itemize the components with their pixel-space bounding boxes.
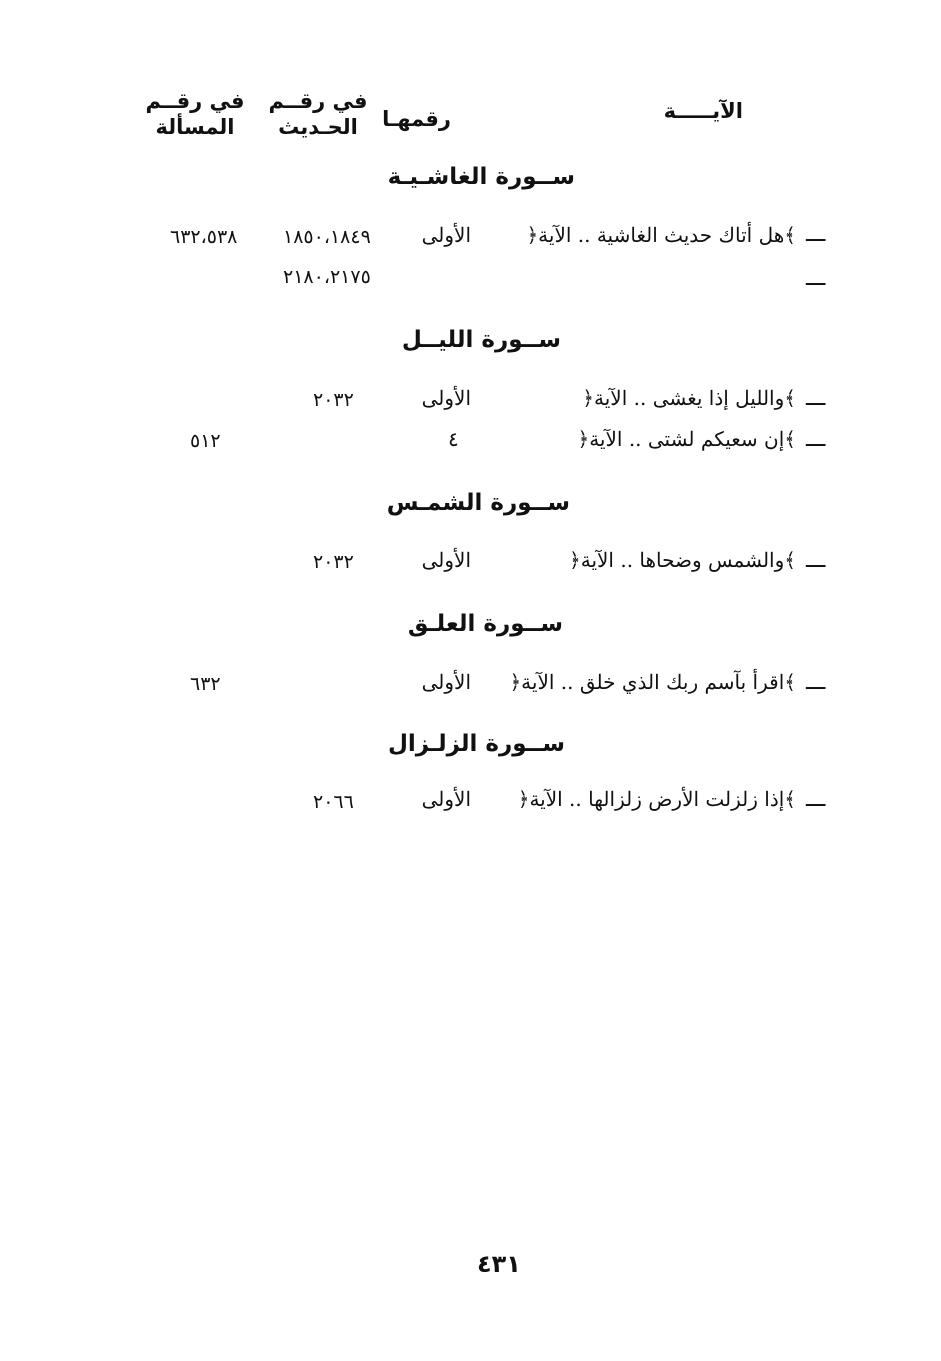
- ayah-text: ﴿إذا زلزلت الأرض زلزالها .. الآية﴾: [517, 787, 796, 811]
- surah-title: ســورة الزلـزال: [387, 731, 565, 757]
- hadith-number: ٢٠٦٦: [313, 791, 354, 813]
- ayah-number: ٤: [448, 427, 459, 451]
- ayah-text: ﴿هل أتاك حديث الغاشية .. الآية﴾: [526, 223, 796, 247]
- header-in-hadith: [268, 88, 368, 140]
- header-in-masala-line2: المسألة: [155, 115, 235, 139]
- entry-dash: ـــ: [806, 670, 826, 695]
- ayah-number: الأولى: [421, 548, 471, 572]
- surah-title: ســورة العلـق: [407, 611, 563, 637]
- entry-dash: ـــ: [806, 548, 826, 573]
- header-in-masala: [145, 88, 245, 140]
- entry-dash: ـــ: [806, 787, 826, 812]
- header-in-masala-line1: في رقــم: [145, 89, 245, 113]
- ayah-text: ﴿اقرأ بآسم ربك الذي خلق .. الآية﴾: [509, 670, 796, 694]
- hadith-number: ١٨٥٠،١٨٤٩: [283, 226, 371, 248]
- ayah-text: ﴿والشمس وضحاها .. الآية﴾: [569, 548, 796, 572]
- masala-number: ٦٣٢،٥٣٨: [170, 226, 238, 248]
- surah-title: ســورة الغاشـيـة: [387, 164, 575, 190]
- ayah-number: الأولى: [421, 670, 471, 694]
- hadith-number: ٢٠٣٢: [313, 389, 354, 411]
- entry-dash: ـــ: [806, 222, 826, 247]
- surah-title: ســورة الشمـس: [386, 490, 570, 516]
- header-its-number: رقمهـا: [382, 107, 451, 131]
- entry-dash: ـــ: [806, 386, 826, 411]
- surah-title: ســورة الليــل: [401, 327, 561, 353]
- ayah-text: ﴿والليل إذا يغشى .. الآية﴾: [582, 386, 796, 410]
- masala-number: ٦٣٢: [190, 673, 221, 695]
- entry-dash: ـــ: [806, 427, 826, 452]
- ayah-number: الأولى: [421, 787, 471, 811]
- hadith-number: ٢١٨٠،٢١٧٥: [283, 266, 371, 288]
- header-in-hadith-line1: في رقــم: [268, 89, 368, 113]
- header-ayah: الآيـــــة: [663, 99, 743, 123]
- ayah-number: الأولى: [421, 386, 471, 410]
- ayah-number: الأولى: [421, 223, 471, 247]
- ayah-text: ﴿إن سعيكم لشتى .. الآية﴾: [577, 427, 796, 451]
- page-number: ٤٣١: [477, 1250, 521, 1278]
- masala-number: ٥١٢: [190, 430, 221, 452]
- header-in-hadith-line2: الحـديث: [278, 115, 358, 139]
- entry-dash: ـــ: [806, 266, 826, 291]
- hadith-number: ٢٠٣٢: [313, 551, 354, 573]
